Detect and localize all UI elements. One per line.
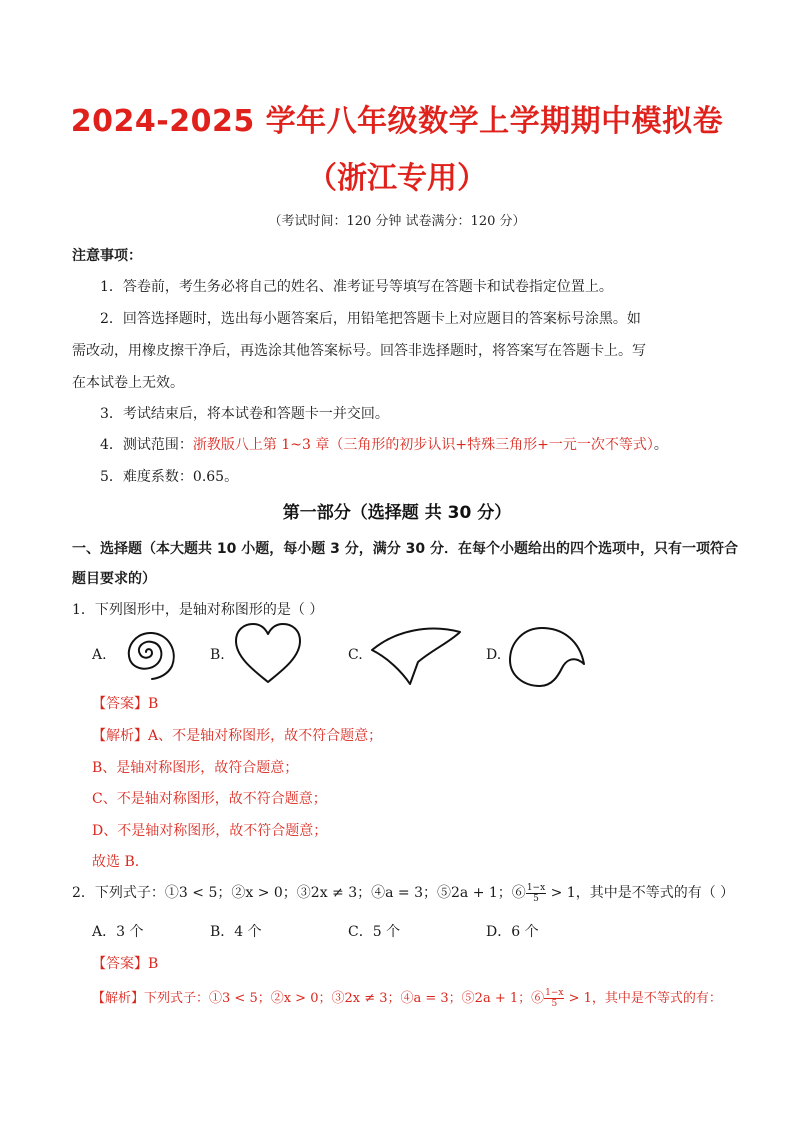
- notice-item-4: [100, 434, 668, 454]
- q1-analysis-c: C、不是轴对称图形，故不符合题意；: [92, 791, 327, 807]
- q1-answer-value: B: [148, 696, 159, 712]
- fan-figure: [366, 624, 466, 688]
- q2-stem: [72, 882, 734, 904]
- part1-heading: 第一部分（选择题 共 30 分）: [282, 503, 512, 523]
- q1-option-c-label: C.: [348, 647, 363, 663]
- q2-option-a: A．3 个: [92, 924, 144, 940]
- exam-info: （考试时间：120 分钟 试卷满分：120 分）: [268, 214, 526, 229]
- q2-answer: [92, 953, 158, 973]
- q2-stem-suffix: > 1，其中是不等式的有（ ）: [546, 885, 735, 901]
- section-heading-line1: 一、选择题（本大题共 10 小题，每小题 3 分，满分 30 分．在每个小题给出的四个选项中，只有一项符合: [72, 541, 738, 557]
- q1-analysis-b: B、是轴对称图形，故符合题意；: [92, 760, 299, 776]
- q2-analysis: [92, 987, 722, 1009]
- q1-stem: 1．下列图形中，是轴对称图形的是（ ）: [72, 602, 324, 618]
- notice-item-4-suffix: 。: [653, 437, 668, 453]
- q2-fraction-numerator: 1−x: [526, 882, 546, 893]
- q1-analysis-a-text: A、不是轴对称图形，故不符合题意；: [148, 728, 383, 744]
- q1-analysis-a: [92, 725, 382, 745]
- exam-subtitle: （浙江专用）: [307, 161, 487, 196]
- q1-analysis-d: D、不是轴对称图形，故不符合题意；: [92, 823, 328, 839]
- q2-analysis-prefix: 下列式子：①3 < 5；②x > 0；③2x ≠ 3；④a = 3；⑤2a + 1；⑥: [144, 991, 545, 1006]
- q1-answer-label: 【答案】: [92, 696, 148, 712]
- q1-analysis-label: 【解析】: [92, 728, 148, 744]
- notice-item-2-line1: 2．回答选择题时，选出每小题答案后，用铅笔把答题卡上对应题目的答案标号涂黑。如: [100, 311, 641, 327]
- q2-analysis-suffix: > 1，其中是不等式的有：: [564, 991, 722, 1006]
- exam-title: 2024-2025 学年八年级数学上学期期中模拟卷: [70, 104, 724, 139]
- section-heading-line2: 题目要求的）: [72, 571, 156, 587]
- q1-option-b-label: B.: [210, 647, 225, 663]
- q2-stem-prefix: 2．下列式子：①3 < 5；②x > 0；③2x ≠ 3；④a = 3；⑤2a + 1；⑥: [72, 885, 526, 901]
- notice-item-5: 5．难度系数：0.65。: [100, 469, 239, 485]
- notice-item-2-line2: 需改动，用橡皮擦干净后，再选涂其他答案标号。回答非选择题时，将答案写在答题卡上。写: [72, 343, 646, 359]
- q2-option-d: D．6 个: [486, 924, 539, 940]
- q1-option-a-label: A.: [92, 647, 107, 663]
- q2-fraction: [526, 883, 546, 904]
- notice-item-3: 3．考试结束后，将本试卷和答题卡一并交回。: [100, 406, 389, 422]
- drop-figure: [508, 624, 590, 688]
- notice-item-2-line3: 在本试卷上无效。: [72, 375, 184, 391]
- heart-figure: [232, 622, 304, 686]
- q2-option-c: C．5 个: [348, 924, 401, 940]
- q2-fraction-denominator: 5: [533, 893, 539, 904]
- q1-option-d-label: D.: [486, 647, 502, 663]
- notice-item-1: 1．答卷前，考生务必将自己的姓名、准考证号等填写在答题卡和试卷指定位置上。: [100, 279, 613, 295]
- q2-analysis-fraction-numerator: 1−x: [545, 988, 564, 998]
- q2-analysis-label: 【解析】: [92, 991, 145, 1006]
- q2-answer-label: 【答案】: [92, 956, 148, 972]
- q1-answer: [92, 693, 158, 713]
- q2-answer-value: B: [148, 956, 159, 972]
- test-scope: 浙教版八上第 1~3 章（三角形的初步认识+特殊三角形+一元一次不等式）: [192, 437, 654, 453]
- notice-item-4-prefix: 4．测试范围：: [100, 437, 193, 453]
- q2-analysis-fraction-denominator: 5: [551, 999, 558, 1009]
- spiral-figure: [112, 622, 184, 682]
- q2-option-b: B．4 个: [210, 924, 262, 940]
- q2-analysis-fraction: [544, 988, 564, 1009]
- q1-conclusion: 故选 B.: [92, 854, 140, 870]
- notice-heading: 注意事项：: [72, 248, 142, 264]
